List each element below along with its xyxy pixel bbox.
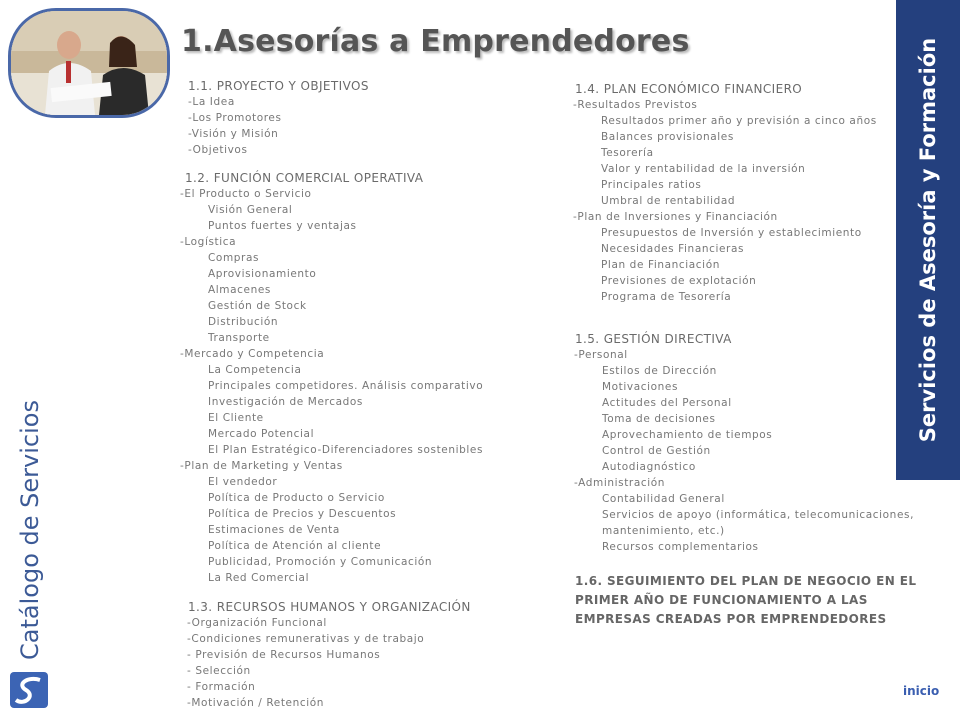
meeting-photo-image: [11, 11, 167, 115]
list-item: Presupuestos de Inversión y establecimiento: [601, 227, 862, 239]
page-title: 1.Asesorías a Emprendedores: [181, 24, 690, 59]
list-item: Aprovisionamiento: [208, 268, 317, 280]
list-item: El vendedor: [208, 476, 278, 488]
list-item: mantenimiento, etc.): [602, 525, 725, 537]
list-item: Autodiagnóstico: [602, 461, 696, 473]
section-heading-1-4: 1.4. PLAN ECONÓMICO FINANCIERO: [575, 82, 803, 96]
section-1-6-line: PRIMER AÑO DE FUNCIONAMIENTO A LAS: [575, 593, 868, 607]
list-item: Valor y rentabilidad de la inversión: [601, 163, 806, 175]
list-item: Transporte: [208, 332, 270, 344]
list-item: -La Idea: [188, 96, 235, 108]
list-item: Programa de Tesorería: [601, 291, 732, 303]
list-item: Compras: [208, 252, 260, 264]
list-item: Almacenes: [208, 284, 271, 296]
list-item: Investigación de Mercados: [208, 396, 363, 408]
list-item: -Objetivos: [188, 144, 248, 156]
list-item: -Personal: [574, 349, 628, 361]
list-item: Visión General: [208, 204, 293, 216]
list-item: Estilos de Dirección: [602, 365, 717, 377]
list-item: -Organización Funcional: [187, 617, 327, 629]
list-item: Servicios de apoyo (informática, telecomunicaciones,: [602, 509, 915, 521]
list-item: -Condiciones remunerativas y de trabajo: [187, 633, 425, 645]
list-item: Previsiones de explotación: [601, 275, 757, 287]
list-item: Resultados primer año y previsión a cinco años: [601, 115, 877, 127]
banner-title: Servicios de Asesoría y Formación: [916, 37, 940, 443]
list-item: Política de Producto o Servicio: [208, 492, 385, 504]
list-item: Umbral de rentabilidad: [601, 195, 736, 207]
list-item: Recursos complementarios: [602, 541, 759, 553]
section-heading-1-3: 1.3. RECURSOS HUMANOS Y ORGANIZACIÓN: [188, 600, 471, 614]
inicio-link[interactable]: inicio: [903, 684, 940, 698]
list-item: Plan de Financiación: [601, 259, 720, 271]
list-item: -Los Promotores: [188, 112, 282, 124]
list-item: Publicidad, Promoción y Comunicación: [208, 556, 433, 568]
section-list-1-1: [188, 94, 282, 158]
list-item: - Selección: [187, 665, 251, 677]
catalog-title: Catálogo de Servicios: [16, 400, 44, 660]
list-item: El Cliente: [208, 412, 264, 424]
list-item: -Resultados Previstos: [573, 99, 698, 111]
company-logo: [10, 672, 48, 708]
list-item: Aprovechamiento de tiempos: [602, 429, 773, 441]
section-heading-1-2: 1.2. FUNCIÓN COMERCIAL OPERATIVA: [185, 171, 424, 185]
list-item: -Logística: [180, 236, 237, 248]
section-heading-1-1: 1.1. PROYECTO Y OBJETIVOS: [188, 79, 369, 93]
section-1-6-line: 1.6. SEGUIMIENTO DEL PLAN DE NEGOCIO EN EL: [575, 574, 917, 588]
list-item: Necesidades Financieras: [601, 243, 745, 255]
list-item: La Red Comercial: [208, 572, 310, 584]
list-item: -Plan de Marketing y Ventas: [180, 460, 343, 472]
section-list-1-4: [573, 97, 877, 305]
list-item: -Administración: [574, 477, 666, 489]
list-item: Tesorería: [601, 147, 654, 159]
section-heading-1-5: 1.5. GESTIÓN DIRECTIVA: [575, 332, 732, 346]
list-item: -Plan de Inversiones y Financiación: [573, 211, 778, 223]
list-item: Control de Gestión: [602, 445, 711, 457]
section-1-6-line: EMPRESAS CREADAS POR EMPRENDEDORES: [575, 612, 887, 626]
list-item: Contabilidad General: [602, 493, 725, 505]
list-item: Gestión de Stock: [208, 300, 307, 312]
list-item: - Formación: [187, 681, 256, 693]
list-item: Principales ratios: [601, 179, 702, 191]
list-item: Distribución: [208, 316, 279, 328]
list-item: Política de Atención al cliente: [208, 540, 382, 552]
list-item: El Plan Estratégico-Diferenciadores sostenibles: [208, 444, 484, 456]
list-item: -Mercado y Competencia: [180, 348, 325, 360]
list-item: Motivaciones: [602, 381, 679, 393]
list-item: Principales competidores. Análisis comparativo: [208, 380, 484, 392]
list-item: Actitudes del Personal: [602, 397, 732, 409]
section-heading-1-6: [575, 572, 916, 629]
list-item: - Previsión de Recursos Humanos: [187, 649, 381, 661]
list-item: -El Producto o Servicio: [180, 188, 312, 200]
list-item: Balances provisionales: [601, 131, 734, 143]
meeting-photo: [8, 8, 170, 118]
list-item: Estimaciones de Venta: [208, 524, 340, 536]
list-item: -Visión y Misión: [188, 128, 279, 140]
list-item: Política de Precios y Descuentos: [208, 508, 397, 520]
list-item: Toma de decisiones: [602, 413, 716, 425]
section-list-1-3: [187, 615, 424, 711]
list-item: Puntos fuertes y ventajas: [208, 220, 357, 232]
list-item: La Competencia: [208, 364, 302, 376]
section-list-1-5: [574, 347, 914, 555]
list-item: Mercado Potencial: [208, 428, 315, 440]
list-item: -Motivación / Retención: [187, 697, 325, 709]
logo-icon: [10, 672, 48, 708]
section-list-1-2: [180, 186, 483, 586]
